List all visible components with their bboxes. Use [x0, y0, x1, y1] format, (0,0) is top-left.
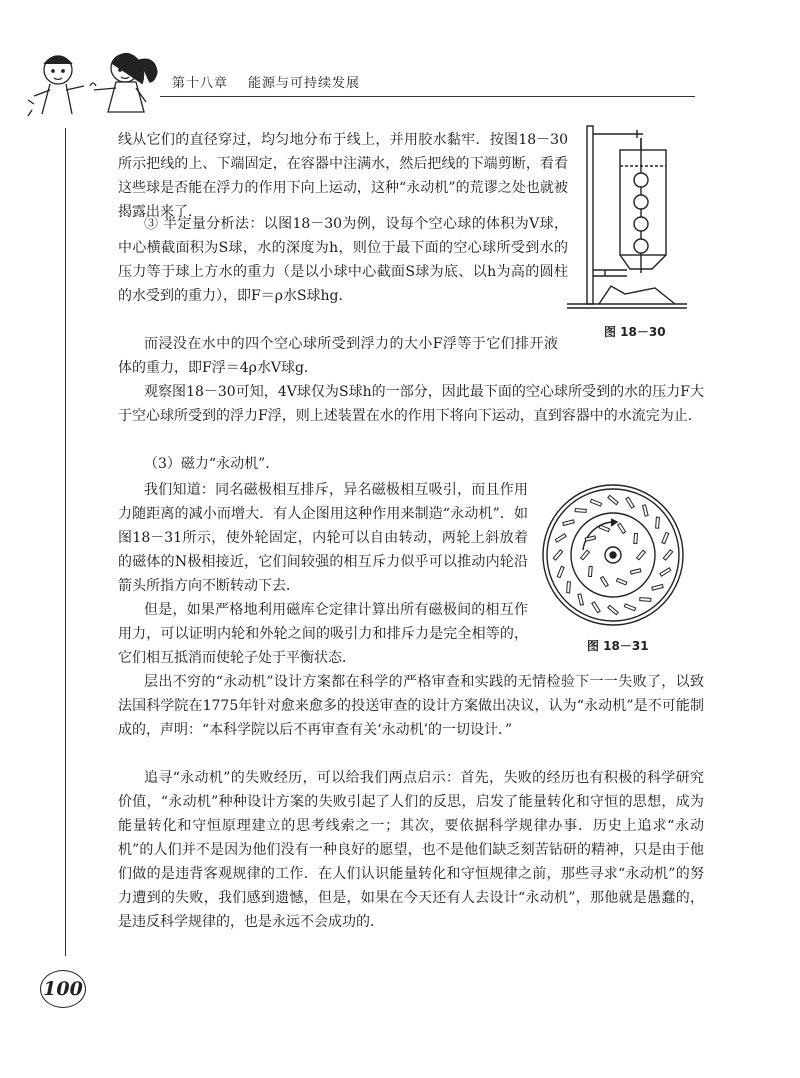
magnet-icon	[592, 602, 600, 613]
figure-buoyancy-apparatus	[565, 118, 695, 318]
magnet-icon	[600, 577, 608, 587]
magnet-icon	[618, 523, 626, 533]
paragraph: 线从它们的直径穿过，均匀地分布于线上，并用胶水黏牢．按图18－30所示把线的上、下端固定，在容器中注满水，然后把线的下端剪断，看看这些球是否能在浮力的作用下向上运动，这种“永动机”的荒谬之处也就被揭露出来了．	[118, 132, 568, 220]
paragraph: 但是，如果严格地利用磁库仑定律计算出所有磁极间的相互作用力，可以证明内轮和外轮之间的吸引力和排斥力是完全相等的，它们相互抵消而使轮子处于平衡状态．	[118, 602, 528, 666]
page-number: 100	[40, 970, 86, 1008]
magnet-icon	[599, 525, 609, 532]
magnet-icon	[663, 550, 672, 560]
magnet-icon	[567, 582, 571, 593]
paragraph: 层出不穷的“永动机”设计方案都在科学的严格审查和实践的无情检验下一一失败了，以致法国科学院在1775年针对愈来愈多的投送审查的设计方案做出决议，认为“永动机”是不可能制成的，声明：“本科学院以后不再审查有关‘永动机’的一切设计．”	[118, 674, 704, 738]
section-heading: （3）磁力“永动机”．	[144, 456, 280, 472]
magnet-icon	[634, 533, 638, 543]
magnet-icon	[555, 534, 566, 542]
magnet-icon	[578, 594, 584, 605]
chapter-number: 第十八章	[172, 76, 229, 91]
figure-caption: 图 18－31	[587, 639, 649, 653]
magnet-icon	[616, 578, 626, 585]
magnet-icon	[557, 566, 564, 577]
magnet-icon	[581, 550, 590, 560]
magnet-icon	[563, 520, 574, 526]
margin-rule	[65, 128, 66, 956]
magnet-icon	[630, 569, 640, 574]
paragraph: ③ 半定量分析法：以图18－30为例，设每个空心球的体积为V球，中心横截面积为S球，水的深度为h，则位于最下面的空心球所受到水的压力等于球上方水的重力（是以小球中心截面S球为底、以h为高的圆柱的水受到的重力），即F＝ρ水S球hg．	[118, 216, 568, 304]
figure-magnetic-wheel	[535, 480, 695, 630]
children-illustration	[20, 40, 170, 130]
magnet-icon	[662, 532, 669, 543]
paragraph: 观察图18－30可知，4V球仅为S球h的一部分，因此最下面的空心球所受到的水的压力F大于空心球所受到的浮力F浮，则上述装置在水的作用下将向下运动，直到容器中的水流完为止．	[118, 384, 704, 424]
paragraph: 我们知道：同名磁极相互排斥，异名磁极相互吸引，而且作用力随距离的减小而增大．有人企图用这种作用来制造“永动机”．如图18－31所示，使外轮固定，内轮可以自由转动，两轮上斜放着的磁体的N极相接近，它们间较强的相互斥力似乎可以推动内轮沿箭头所指方向不断转动下去．	[118, 482, 528, 594]
magnet-icon	[626, 497, 634, 508]
figure-caption: 图 18－30	[604, 325, 666, 339]
paragraph: 而浸没在水中的四个空心球所受到浮力的大小F浮等于它们排开液体的重力，即F浮＝4ρ水V球g．	[118, 336, 558, 376]
paragraph: 追寻“永动机”的失败经历，可以给我们两点启示：首先，失败的经历也有积极的科学研究价值，“永动机”种种设计方案的失败引起了人们的反思，启发了能量转化和守恒的思想，成为能量转化和守恒原理建立的思考线索之一；其次，要依据科学规律办事．历史上追求“永动机”的人们并不是因为他们没有一种良好的愿望，也不是他们缺乏刻苦钻研的精神，只是由于他们做的是违背客观规律的工作．在人们认识能量转化和守恒规律之前，那些寻求“永动机”的努力遭到的失败，我们感到遗憾，但是，如果在今天还有人去设计“永动机”，那他就是愚蠢的，是违反科学规律的，也是永远不会成功的．	[118, 770, 704, 930]
magnet-icon	[624, 604, 635, 611]
magnet-icon	[637, 550, 646, 560]
magnet-icon	[590, 499, 601, 506]
magnet-icon	[640, 598, 651, 602]
magnet-icon	[652, 585, 663, 591]
magnet-icon	[660, 568, 671, 576]
magnet-icon	[585, 536, 595, 541]
header-rule	[160, 96, 695, 97]
magnet-icon	[643, 505, 649, 516]
magnet-icon	[656, 517, 660, 528]
magnet-icon	[589, 566, 593, 576]
magnet-icon	[608, 495, 618, 504]
chapter-title: 能源与可持续发展	[248, 76, 361, 91]
magnet-icon	[575, 509, 586, 513]
magnet-icon	[553, 550, 562, 560]
magnet-icon	[608, 605, 618, 614]
running-header	[172, 72, 360, 91]
